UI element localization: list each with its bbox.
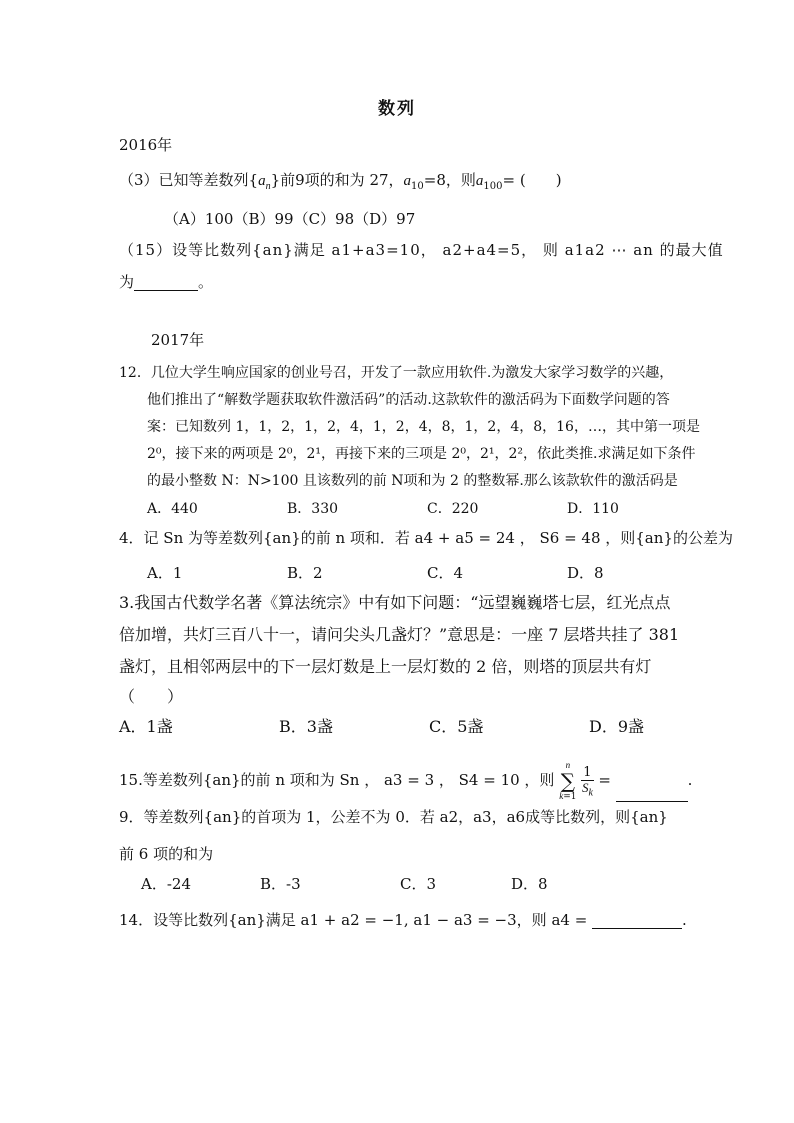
q12-line5: 的最小整数 N：N>100 且该数列的前 N项和为 2 的整数幂.那么该款软件的激活码是 xyxy=(147,473,678,489)
q14-stem: 14．设等比数列{an}满足 a1 + a2 = −1, a1 − a3 = −3，则 a4 = . xyxy=(119,911,687,929)
year-2016: 2016年 xyxy=(119,136,173,154)
q4-option-d: D．8 xyxy=(567,564,604,582)
year-2017: 2017年 xyxy=(151,331,205,349)
q9-line2: 前 6 项的和为 xyxy=(119,845,214,863)
q3-2017-line1: 3.我国古代数学名著《算法统宗》中有如下问题：“远望巍巍塔七层，红光点点 xyxy=(119,593,671,612)
q9-option-b: B．-3 xyxy=(260,875,301,893)
q12-option-b: B．330 xyxy=(287,501,339,517)
q12-option-c: C．220 xyxy=(427,501,479,517)
q4-option-a: A．1 xyxy=(147,564,183,582)
q3-2017-line2: 倍加增，共灯三百八十一，请问尖头几盏灯？”意思是：一座 7 层塔共挂了 381 xyxy=(119,625,680,644)
q9-line1: 9．等差数列{an}的首项为 1，公差不为 0．若 a2，a3，a6成等比数列，则{an} xyxy=(119,808,668,826)
q3-2017-option-b: B．3盏 xyxy=(279,717,333,736)
q3-2017-line4: （ ） xyxy=(119,687,184,706)
q3-2017-option-a: A．1盏 xyxy=(119,717,173,736)
q15-2016-line2: 为 。 xyxy=(119,273,214,291)
q3-2016-options: （A）100（B）99（C）98（D）97 xyxy=(164,210,416,228)
q3-2017-option-c: C．5盏 xyxy=(429,717,484,736)
q9-option-c: C．3 xyxy=(400,875,437,893)
q4-option-c: C．4 xyxy=(427,564,464,582)
q9-option-d: D．8 xyxy=(511,875,548,893)
q4-stem: 4．记 Sn 为等差数列{an}的前 n 项和．若 a4 + a5 = 24 ， S6 = 48 ，则{an}的公差为 xyxy=(119,529,733,547)
q4-option-b: B．2 xyxy=(287,564,323,582)
page-title: 数列 xyxy=(378,99,416,119)
q9-option-a: A．-24 xyxy=(141,875,191,893)
q15-2017: 15.等差数列{an}的前 n 项和为 Sn ， a3 = 3 ， S4 = 10 ，则 n ∑ k=1 $\frac{1}{S_k}$ = . xyxy=(119,760,693,802)
q12-line4: 2⁰，接下来的两项是 2⁰，2¹，再接下来的三项是 2⁰，2¹，2²，依此类推.求满足如下条件 xyxy=(147,446,696,462)
q3-2016-stem: （3）已知等差数列$\{a_n\}$前9项的和为 27，$a_{10}=8$，则$a_{100}=$ ( ) xyxy=(119,171,562,192)
q12-option-d: D．110 xyxy=(567,501,619,517)
q12-line1: 12．几位大学生响应国家的创业号召，开发了一款应用软件.为激发大家学习数学的兴趣， xyxy=(119,365,674,381)
q12-line2: 他们推出了“解数学题获取软件激活码”的活动.这款软件的激活码为下面数学问题的答 xyxy=(147,392,670,408)
q12-line3: 案：已知数列 1，1，2，1，2，4，1，2，4，8，1，2，4，8，16，…，其中第一项是 xyxy=(147,419,700,435)
q3-2017-line3: 盏灯，且相邻两层中的下一层灯数是上一层灯数的 2 倍，则塔的顶层共有灯 xyxy=(119,657,652,676)
q12-option-a: A．440 xyxy=(147,501,198,517)
q15-2016-line1: （15）设等比数列{an}满足 a1+a3=10， a2+a4=5， 则 a1a2 ⋯ an 的最大值 xyxy=(119,241,724,259)
q3-2017-option-d: D．9盏 xyxy=(589,717,645,736)
